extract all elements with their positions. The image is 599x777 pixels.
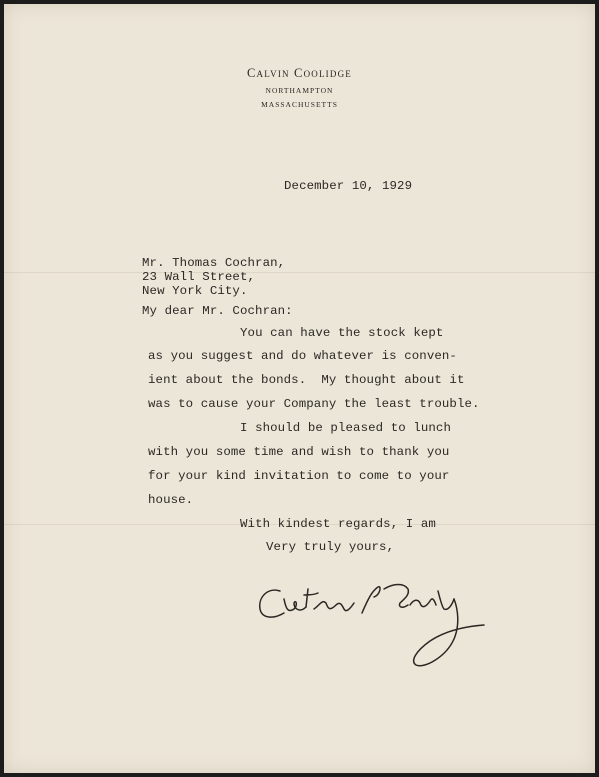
body-line: I should be pleased to lunch: [240, 421, 451, 435]
body-line: as you suggest and do whatever is conven-: [148, 349, 457, 363]
letterhead-state: MASSACHUSETTS: [261, 100, 338, 109]
address-line: New York City.: [142, 284, 248, 298]
address-line: 23 Wall Street,: [142, 270, 256, 284]
signature-image: [254, 569, 494, 679]
body-line: You can have the stock kept: [240, 326, 444, 340]
salutation: My dear Mr. Cochran:: [142, 304, 293, 318]
body-line: ient about the bonds. My thought about it: [148, 373, 465, 387]
fold-line: [4, 272, 595, 273]
body-line: house.: [148, 493, 194, 507]
body-line: was to cause your Company the least trouble.: [148, 397, 480, 411]
closing-line: With kindest regards, I am: [240, 517, 436, 531]
letterhead-name: Calvin Coolidge: [247, 66, 352, 80]
letter-date: December 10, 1929: [284, 179, 413, 193]
body-line: for your kind invitation to come to your: [148, 469, 450, 483]
address-line: Mr. Thomas Cochran,: [142, 256, 286, 270]
letter-page: [4, 4, 595, 773]
closing-line: Very truly yours,: [266, 540, 395, 554]
letterhead-city: NORTHAMPTON: [265, 86, 334, 95]
body-line: with you some time and wish to thank you: [148, 445, 450, 459]
